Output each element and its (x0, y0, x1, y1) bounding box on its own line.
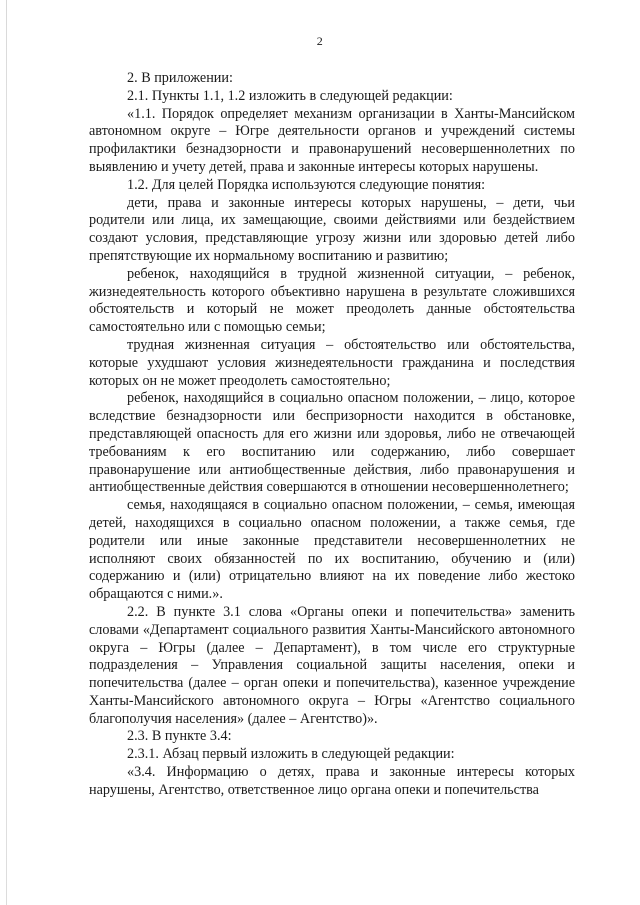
document-body (89, 70, 575, 800)
paragraph: ребенок, находящийся в социально опасном положении, – лицо, которое вследствие безнадзорности или беспризорности находится в обстановке, представляющей опасность для его жизни или здоровья, либо не отвечающей требованиям к его воспитанию или содержанию, либо совершает правонарушение или антиобщественные действия, либо правонарушения и антиобщественные действия совершаются в отношении несовершеннолетнего; (89, 390, 575, 496)
paragraph: дети, права и законные интересы которых нарушены, – дети, чьи родители или лица, их замещающие, своими действиями или бездействием создают условия, представляющие угрозу жизни или здоровью детей либо препятствующие их нормальному воспитанию и развитию; (89, 194, 575, 264)
paragraph: 2.3. В пункте 3.4: (127, 728, 232, 745)
paragraph: «3.4. Информацию о детях, права и законные интересы которых нарушены, Агентство, ответственное лицо органа опеки и попечительства (89, 764, 575, 798)
scan-edge (6, 0, 7, 905)
paragraph: 2.1. Пункты 1.1, 1.2 изложить в следующей редакции: (127, 87, 453, 104)
page-number: 2 (316, 34, 324, 48)
paragraph: 1.2. Для целей Порядка используются следующие понятия: (127, 176, 486, 193)
paragraph: семья, находящаяся в социально опасном положении, – семья, имеющая детей, находящихся в социально опасном положении, а также семья, где родители или иные законные представители несовершеннолетних не исполняют своих обязанностей по их воспитанию, обучению и (или) содержанию и (или) отрицательно влияют на их поведение либо жестоко обращаются с ними.». (89, 497, 575, 603)
paragraph: 2. В приложении: (127, 70, 233, 86)
paragraph: 2.3.1. Абзац первый изложить в следующей редакции: (127, 746, 455, 763)
paragraph: «1.1. Порядок определяет механизм организации в Ханты-Мансийском автономном округе – Югре деятельности органов и учреждений системы профилактики безнадзорности и правонарушений несовершеннолетних по выявлению и учету детей, права и законные интересы которых нарушены. (89, 105, 575, 175)
paragraph: трудная жизненная ситуация – обстоятельство или обстоятельства, которые ухудшают условия жизнедеятельности гражданина и последствия которых он не может преодолеть самостоятельно; (89, 336, 575, 389)
paragraph: ребенок, находящийся в трудной жизненной ситуации, – ребенок, жизнедеятельность которого объективно нарушена в результате сложившихся обстоятельств и который не может преодолеть данные обстоятельства самостоятельно или с помощью семьи; (89, 265, 575, 336)
paragraph: 2.2. В пункте 3.1 слова «Органы опеки и попечительства» заменить словами «Департамент социального развития Ханты-Мансийского автономного округа – Югры (далее – Департамент), в том числе его структурные подразделения – Управления социальной защиты населения, опеки и попечительства (далее – орган опеки и попечительства), казенное учреждение Ханты-Мансийского автономного округа – Югры «Агентство социального благополучия населения» (далее – Агентство)». (89, 603, 575, 727)
